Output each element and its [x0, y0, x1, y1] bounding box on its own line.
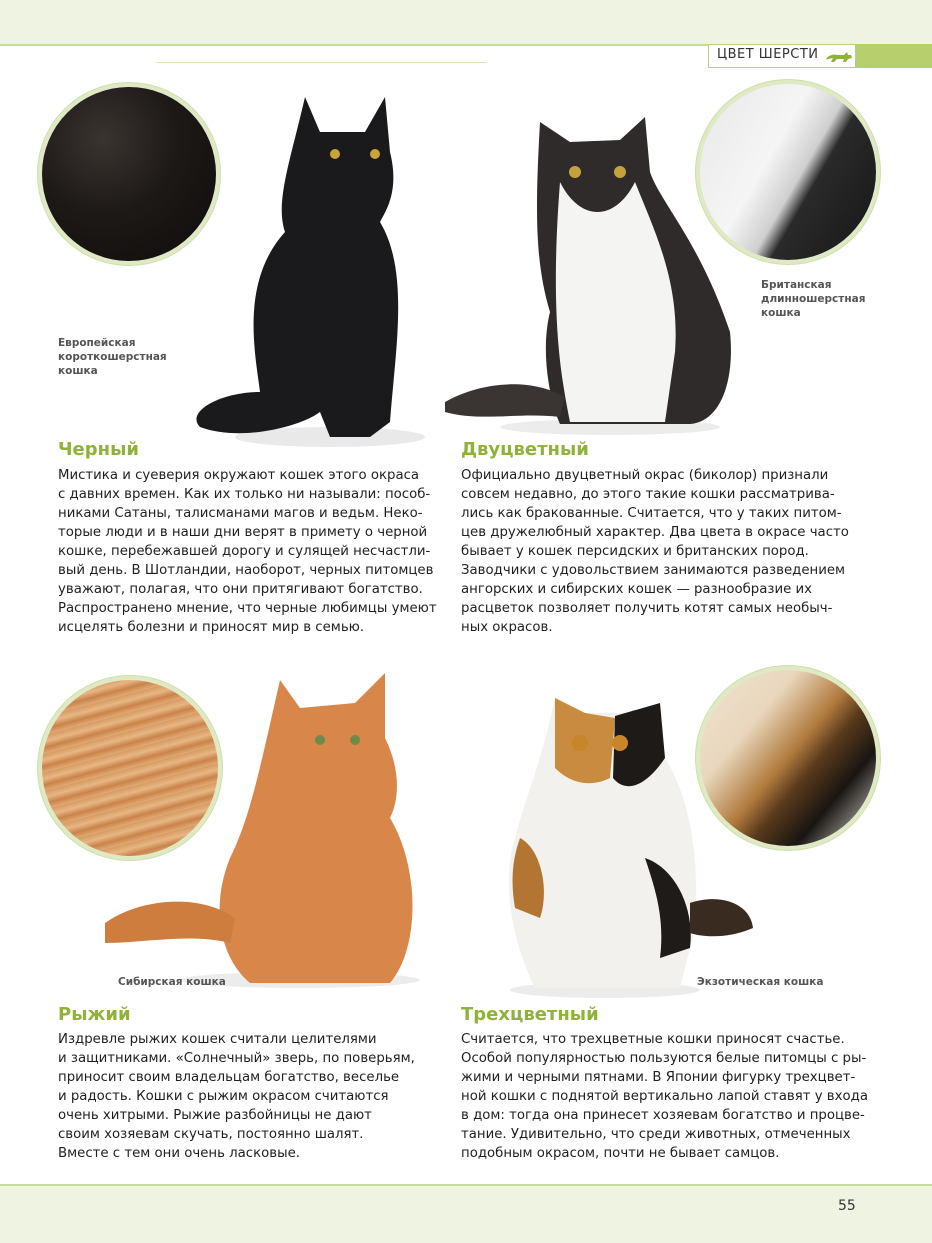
tricolor-section-title: Трехцветный	[461, 1004, 599, 1025]
tricolor-cat-photo	[495, 688, 755, 1000]
black-cat-photo	[180, 92, 430, 452]
red-section-title: Рыжий	[58, 1004, 131, 1025]
bottom-rule	[0, 1184, 932, 1186]
red-section-text: Издревле рыжих кошек считали целителями и защитниками. «Солнечный» зверь, по поверьям, приносит своим владельцам богатство, веселье и радость. Кошки с рыжим окрасом считаются очень хитрыми. Рыжие разбойницы не дают своим хозяевам скучать, постоянно шалят. Вместе с тем они очень ласковые.	[58, 1032, 415, 1161]
page-number: 55	[838, 1198, 856, 1214]
bicolor-section-text: Официально двуцветный окрас (биколор) признали совсем недавно, до этого такие кошки рассматрива- лись как бракованные. Считается, что у таких питом- цев дружелюбный характер. Два цвета в окрасе часто бывает у кошек персидских и британских пород. Заводчики с удовольствием занимаются разведением ангорских и сибирских кошек — разнообразие их расцветок позволяет получить котят самых необыч- ных окрасов.	[461, 468, 849, 635]
tricolor-cat-caption: Экзотическая кошка	[697, 976, 824, 988]
bicolor-cat-photo	[440, 112, 740, 437]
black-cat-caption: Европейская короткошерстная кошка	[58, 337, 167, 377]
bicolor-cat-caption: Британская длинношерстная кошка	[761, 279, 866, 319]
black-section-text: Мистика и суеверия окружают кошек этого окраса с давних времен. Как их только ни называли: пособ- никами Сатаны, талисманами магов и ведьм. Неко- торые люди и в наши дни верят в примету о черной кошке, перебежавшей дорогу и сулящей несчастли- вый день. В Шотландии, наоборот, черных питомцев уважают, полагая, что они притягивают богатство. Распространено мнение, что черные любимцы умеют исцелять болезни и приносят мир в семью.	[58, 468, 437, 635]
top-divider	[157, 62, 487, 63]
running-cat-icon	[824, 50, 854, 64]
red-cat-photo	[100, 668, 430, 990]
section-header-tab	[856, 44, 932, 68]
black-section-title: Черный	[58, 439, 139, 460]
red-cat-caption: Сибирская кошка	[118, 976, 226, 988]
bicolor-section-title: Двуцветный	[461, 439, 589, 460]
top-band	[0, 0, 932, 44]
section-header-label: ЦВЕТ ШЕРСТИ	[717, 47, 819, 62]
bottom-band	[0, 1184, 932, 1243]
tricolor-section-text: Считается, что трехцветные кошки приносят счастье. Особой популярностью пользуются белые питомцы с ры- жими и черными пятнами. В Японии фигурку трехцвет- ной кошки с поднятой вертикально лапой ставят у входа в дом: тогда она принесет хозяевам богатство и процве- тание. Удивительно, что среди животных, отмеченных подобным окрасом, почти не бывает самцов.	[461, 1032, 868, 1161]
